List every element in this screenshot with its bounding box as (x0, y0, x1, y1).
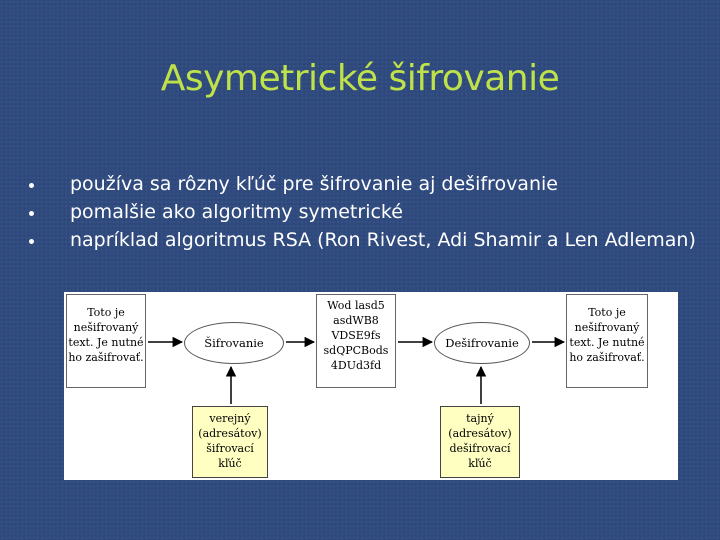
text-line: dešifrovací (449, 442, 511, 455)
plaintext-input-box (66, 294, 146, 388)
bullet-text: používa sa rôzny kľúč pre šifrovanie aj dešifrovanie (70, 173, 558, 195)
text-line: šifrovací (206, 442, 254, 455)
encrypt-oval (184, 322, 284, 364)
bullet-icon (29, 211, 34, 216)
bullet-icon (29, 183, 34, 188)
public-key-box (192, 406, 268, 478)
bullet-text: pomalšie ako algoritmy symetrické (70, 201, 403, 223)
text-line: nešifrovaný (574, 321, 640, 334)
private-key-box (440, 406, 520, 478)
text-line: nešifrovaný (73, 321, 139, 334)
bullet-list (28, 172, 708, 256)
text-line: asdWB8 (333, 314, 379, 327)
bullet-item (28, 172, 708, 197)
text-line: ho zašifrovať. (569, 351, 645, 364)
text-line: kľúč (218, 457, 242, 470)
text-line: sdQPCBods (323, 344, 389, 357)
text-line: Toto je (87, 306, 125, 319)
bullet-item (28, 200, 708, 225)
text-line: Wod lasd5 (327, 299, 385, 312)
text-line: text. Je nutné (68, 336, 144, 349)
text-line: 4DUd3fd (330, 359, 382, 372)
text-line: ho zašifrovať. (68, 351, 144, 364)
text-line: (adresátov) (198, 427, 262, 440)
encryption-diagram (64, 292, 678, 480)
text-line: (adresátov) (448, 427, 512, 440)
plaintext-output-box (566, 294, 648, 388)
text-line: tajný (466, 412, 494, 425)
text-line: Toto je (588, 306, 626, 319)
text-line: VDSE9fs (331, 329, 381, 342)
slide-title: Asymetrické šifrovanie (160, 58, 560, 99)
text-line: kľúč (468, 457, 492, 470)
decrypt-label: Dešifrovanie (445, 336, 519, 350)
bullet-text: napríklad algoritmus RSA (Ron Rivest, Adi Shamir a Len Adleman) (70, 229, 696, 251)
ciphertext-box (316, 294, 396, 388)
bullet-item (28, 228, 708, 253)
text-line: text. Je nutné (569, 336, 645, 349)
decrypt-oval (434, 322, 530, 364)
bullet-icon (29, 239, 34, 244)
encrypt-label: Šifrovanie (204, 336, 264, 350)
text-line: verejný (209, 412, 251, 425)
